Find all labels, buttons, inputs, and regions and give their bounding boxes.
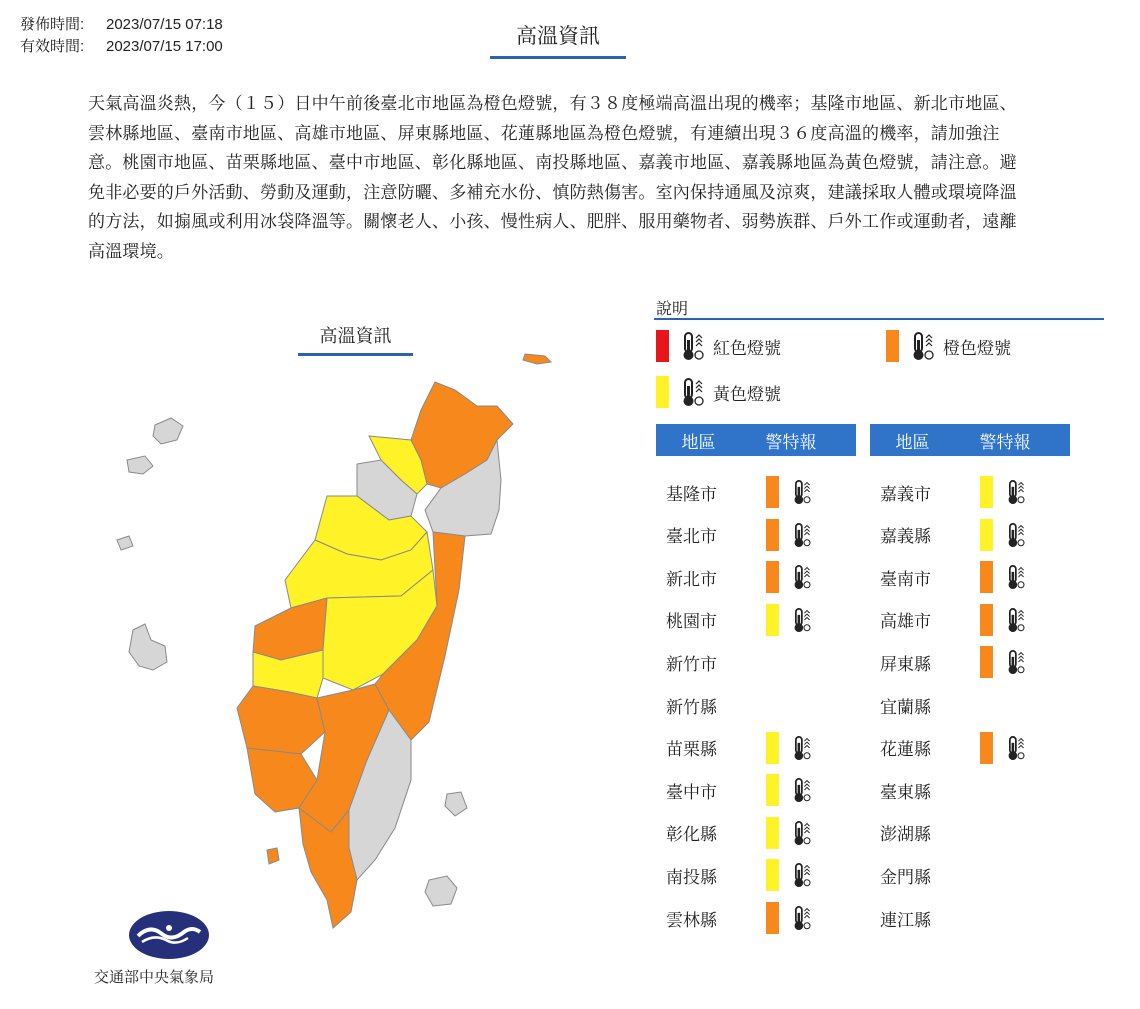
table-row — [656, 561, 856, 593]
map-islet-south — [267, 848, 279, 864]
thermometer-icon — [789, 561, 813, 593]
legend-label-yellow: 黃色燈號 — [713, 384, 781, 405]
region-name: 桃園市 — [666, 612, 717, 633]
warning-level-swatch — [980, 476, 993, 508]
region-name: 高雄市 — [880, 612, 931, 633]
thermometer-icon — [789, 774, 813, 806]
issue-time-value: 2023/07/15 07:18 — [106, 16, 223, 33]
warning-description: 天氣高溫炎熱，今（１５）日中午前後臺北市地區為橙色燈號，有３８度極端高溫出現的機率；基隆市地區、新北市地區、雲林縣地區、臺南市地區、高雄市地區、屏東縣地區、花蓮縣地區為橙色燈號，有連續出現３６度高溫的機率，請加強注意。桃園市地區、苗栗縣地區、臺中市地區、彰化縣地區、南投縣地區、嘉義市地區、嘉義縣地區為黃色燈號，請注意。避免非必要的戶外活動、勞動及運動，注意防曬、多補充水份、慎防熱傷害。室內保持通風及涼爽，建議採取人體或環境降溫的方法，如搧風或利用冰袋降溫等。關懷老人、小孩、慢性病人、肥胖、服用藥物者、弱勢族群、戶外工作或運動者，遠離高溫環境。 — [88, 94, 1017, 262]
legend-item-orange — [886, 330, 1011, 362]
table-row — [656, 902, 856, 934]
map-islands-west-3 — [117, 536, 133, 550]
valid-time-label: 有效時間: — [20, 38, 85, 55]
warning-level-swatch — [766, 859, 779, 891]
issue-time-label: 發佈時間: — [20, 16, 85, 33]
thermometer-icon — [789, 902, 813, 934]
thermometer-icon — [1003, 732, 1027, 764]
thermometer-icon — [789, 476, 813, 508]
thermometer-icon — [907, 330, 935, 362]
region-name: 新北市 — [666, 569, 717, 590]
column-header-region: 地區 — [895, 432, 930, 453]
legend-label-orange: 橙色燈號 — [943, 338, 1011, 359]
table-row — [870, 604, 1070, 636]
region-name: 南投縣 — [666, 867, 717, 888]
thermometer-icon — [1003, 646, 1027, 678]
table-row — [656, 774, 856, 806]
region-name: 臺東縣 — [880, 782, 931, 803]
legend-divider — [654, 318, 1104, 320]
region-name: 臺北市 — [666, 527, 717, 548]
region-name: 新竹市 — [666, 654, 717, 675]
table-row — [870, 859, 1070, 891]
map-penghu — [129, 624, 167, 670]
issue-meta — [20, 14, 223, 58]
region-name: 雲林縣 — [666, 910, 717, 931]
legend-swatch-yellow — [656, 376, 669, 408]
legend-item-yellow — [656, 376, 781, 408]
thermometer-icon — [789, 604, 813, 636]
thermometer-icon — [789, 817, 813, 849]
table-row — [870, 689, 1070, 721]
table-row — [656, 817, 856, 849]
table-header-left — [656, 424, 856, 456]
map-islet-north — [523, 354, 551, 364]
table-row — [870, 519, 1070, 551]
table-row — [656, 689, 856, 721]
region-name: 嘉義縣 — [880, 527, 931, 548]
thermometer-icon — [1003, 604, 1027, 636]
warning-level-swatch — [766, 476, 779, 508]
thermometer-icon — [1003, 561, 1027, 593]
warning-level-swatch — [766, 519, 779, 551]
map-islands-west-2 — [127, 456, 153, 474]
table-row — [870, 476, 1070, 508]
region-name: 基隆市 — [666, 484, 717, 505]
taiwan-map — [105, 340, 565, 940]
warning-level-swatch — [980, 519, 993, 551]
warning-level-swatch — [766, 732, 779, 764]
issue-time-row — [20, 14, 223, 36]
legend-label-red: 紅色燈號 — [713, 338, 781, 359]
agency-name: 交通部中央氣象局 — [94, 968, 215, 986]
table-row — [656, 732, 856, 764]
warning-level-swatch — [980, 604, 993, 636]
warning-level-swatch — [766, 774, 779, 806]
warning-level-swatch — [766, 817, 779, 849]
region-name: 彰化縣 — [666, 825, 717, 846]
thermometer-icon — [677, 376, 705, 408]
column-header-region: 地區 — [681, 432, 716, 453]
warning-level-swatch — [766, 902, 779, 934]
region-name: 臺中市 — [666, 782, 717, 803]
map-region-changhua — [253, 598, 327, 660]
region-name: 新竹縣 — [666, 697, 717, 718]
warning-table-left — [656, 424, 856, 934]
table-row — [656, 859, 856, 891]
table-row — [656, 519, 856, 551]
region-name: 連江縣 — [880, 910, 931, 931]
thermometer-icon — [677, 330, 705, 362]
map-islands-west-1 — [153, 418, 183, 444]
warning-level-swatch — [980, 732, 993, 764]
region-name: 屏東縣 — [880, 654, 931, 675]
table-header-right — [870, 424, 1070, 456]
table-row — [870, 902, 1070, 934]
thermometer-icon — [789, 732, 813, 764]
legend-title: 說明 — [656, 299, 689, 318]
legend-item-red — [656, 330, 781, 362]
thermometer-icon — [789, 519, 813, 551]
table-row — [656, 476, 856, 508]
table-row — [870, 774, 1070, 806]
region-name: 花蓮縣 — [880, 740, 931, 761]
column-header-warning: 警特報 — [765, 432, 817, 453]
page-title: 高溫資訊 — [490, 20, 626, 59]
warning-level-swatch — [766, 561, 779, 593]
valid-time-row — [20, 36, 223, 58]
warning-level-swatch — [980, 561, 993, 593]
column-header-warning: 警特報 — [979, 432, 1031, 453]
table-row — [656, 604, 856, 636]
region-name: 臺南市 — [880, 569, 931, 590]
cwb-logo-icon — [128, 910, 210, 960]
region-name: 嘉義市 — [880, 484, 931, 505]
table-row — [870, 561, 1070, 593]
map-islet-east-1 — [445, 792, 467, 816]
map-islet-east-2 — [425, 876, 457, 906]
warning-table-right — [870, 424, 1070, 934]
table-row — [870, 646, 1070, 678]
thermometer-icon — [789, 859, 813, 891]
region-name: 宜蘭縣 — [880, 697, 931, 718]
thermometer-icon — [1003, 519, 1027, 551]
warning-level-swatch — [980, 646, 993, 678]
legend-swatch-red — [656, 330, 669, 362]
table-row — [870, 732, 1070, 764]
legend-swatch-orange — [886, 330, 899, 362]
table-row — [870, 817, 1070, 849]
region-name: 金門縣 — [880, 867, 931, 888]
thermometer-icon — [1003, 476, 1027, 508]
region-name: 苗栗縣 — [666, 740, 717, 761]
warning-level-swatch — [766, 604, 779, 636]
region-name: 澎湖縣 — [880, 825, 931, 846]
map-title: 高溫資訊 — [298, 322, 413, 356]
valid-time-value: 2023/07/15 17:00 — [106, 38, 223, 55]
table-row — [656, 646, 856, 678]
